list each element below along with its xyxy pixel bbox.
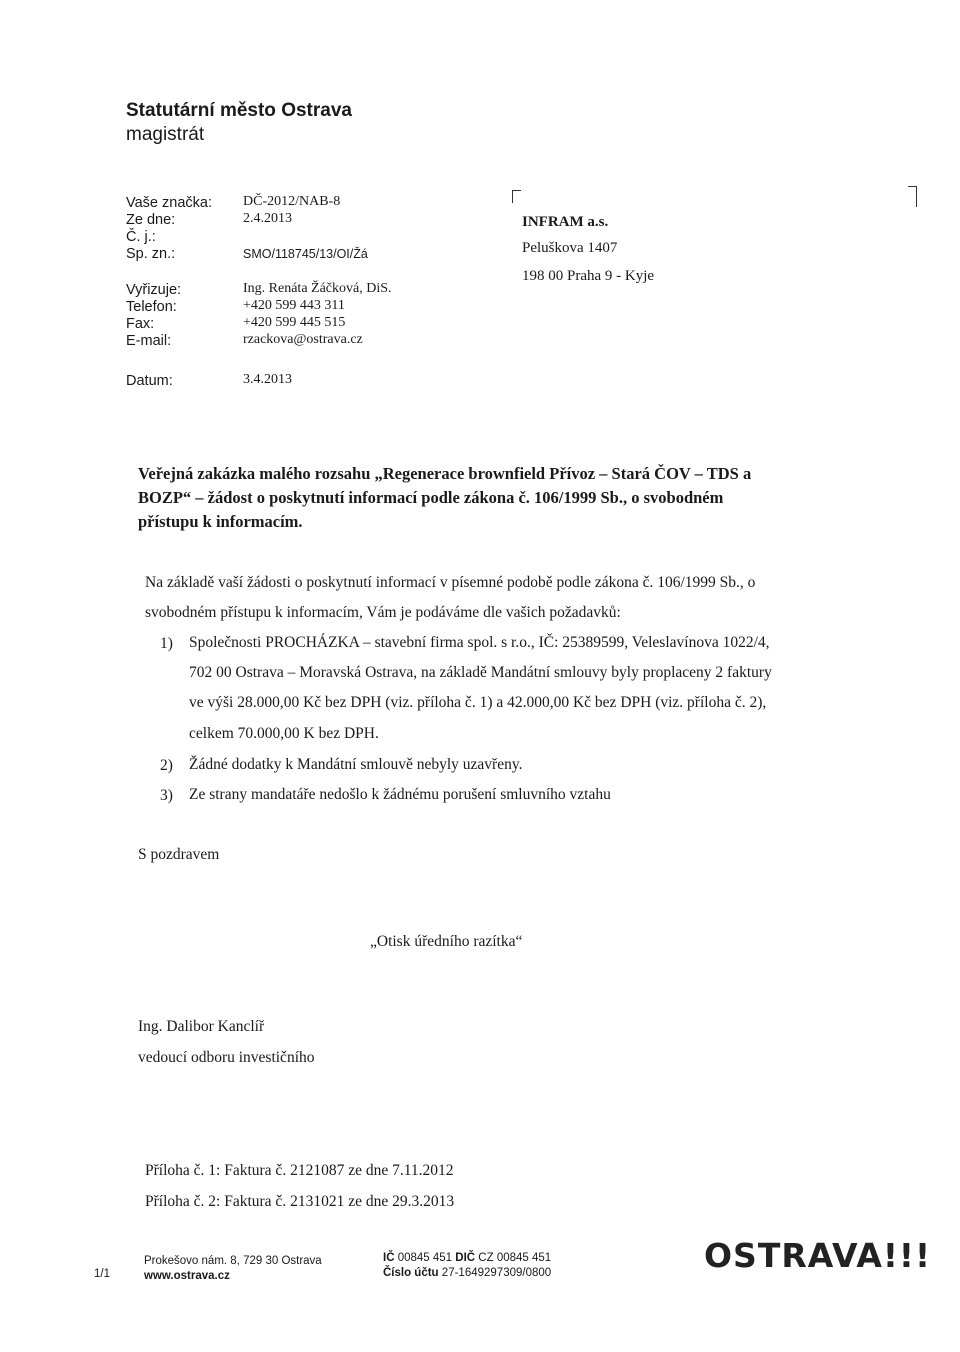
- item-1-number: 1): [160, 635, 173, 652]
- footer-web: www.ostrava.cz: [144, 1270, 230, 1282]
- intro-line-1: Na základě vaší žádosti o poskytnutí informací v písemné podobě podle zákona č. 106/1999 Sb., o: [145, 574, 756, 591]
- account-value: 27-1649297309/0800: [441, 1267, 552, 1279]
- footer-ic-dic: [383, 1252, 551, 1264]
- item-3-number: 3): [160, 787, 173, 804]
- item-2-number: 2): [160, 757, 173, 774]
- address-corner-left: [512, 190, 521, 203]
- account-label: Číslo účtu: [383, 1267, 439, 1279]
- email-value: rzackova@ostrava.cz: [243, 332, 363, 347]
- sp-zn-value: SMO/118745/13/OI/Žá: [243, 247, 368, 261]
- subject-line-3: přístupu k informacím.: [138, 512, 303, 531]
- ze-dne-value: 2.4.2013: [243, 211, 292, 226]
- vyrizuje-value: Ing. Renáta Žáčková, DiS.: [243, 281, 392, 296]
- datum-value: 3.4.2013: [243, 372, 292, 387]
- vase-znacka-value: DČ-2012/NAB-8: [243, 194, 341, 209]
- address-corner-right: [908, 186, 917, 207]
- dic-value: CZ 00845 451: [478, 1252, 552, 1264]
- cj-label: Č. j.:: [126, 229, 156, 245]
- vase-znacka-label: Vaše značka:: [126, 195, 212, 211]
- item-1-line-3: ve výši 28.000,00 Kč bez DPH (viz. příloha č. 1) a 42.000,00 Kč bez DPH (viz. příloha č. 2),: [189, 694, 767, 711]
- footer-address: Prokešovo nám. 8, 729 30 Ostrava: [144, 1255, 322, 1267]
- item-1-line-4: celkem 70.000,00 K bez DPH.: [189, 725, 379, 742]
- attachment-2: Příloha č. 2: Faktura č. 2131021 ze dne 29.3.2013: [145, 1193, 455, 1210]
- item-1-line-1: Společnosti PROCHÁZKA – stavební firma spol. s r.o., IČ: 25389599, Veleslavínova 1022/4,: [189, 634, 770, 651]
- footer-account: [383, 1267, 551, 1279]
- sp-zn-label: Sp. zn.:: [126, 246, 176, 262]
- email-label: E-mail:: [126, 333, 172, 349]
- item-3-line-1: Ze strany mandatáře nedošlo k žádnému porušení smluvního vztahu: [189, 786, 611, 803]
- subject-line-1: Veřejná zakázka malého rozsahu „Regenerace brownfield Přívoz – Stará ČOV – TDS a: [138, 464, 752, 483]
- dic-label: DIČ: [455, 1252, 476, 1264]
- item-1-line-2: 702 00 Ostrava – Moravská Ostrava, na základě Mandátní smlouvy byly proplaceny 2 faktury: [189, 664, 772, 681]
- signer-title: vedoucí odboru investičního: [138, 1049, 315, 1066]
- org-subtitle: magistrát: [126, 124, 205, 145]
- telefon-label: Telefon:: [126, 299, 177, 315]
- recipient-name: INFRAM a.s.: [522, 214, 609, 230]
- greeting: S pozdravem: [138, 846, 220, 863]
- subject-line-2: BOZP“ – žádost o poskytnutí informací podle zákona č. 106/1999 Sb., o svobodném: [138, 488, 724, 507]
- recipient-street: Peluškova 1407: [522, 240, 618, 256]
- signer-name: Ing. Dalibor Kanclíř: [138, 1018, 265, 1035]
- page-number: 1/1: [94, 1268, 110, 1280]
- datum-label: Datum:: [126, 373, 173, 389]
- item-2-line-1: Žádné dodatky k Mandátní smlouvě nebyly uzavřeny.: [189, 756, 523, 773]
- attachment-1: Příloha č. 1: Faktura č. 2121087 ze dne 7.11.2012: [145, 1162, 454, 1179]
- fax-label: Fax:: [126, 316, 155, 332]
- recipient-city: 198 00 Praha 9 - Kyje: [522, 268, 655, 284]
- ic-value: 00845 451: [397, 1252, 453, 1264]
- ostrava-logo: OSTRAVA!!!: [704, 1236, 932, 1275]
- org-name: Statutární město Ostrava: [126, 100, 352, 121]
- stamp-placeholder: „Otisk úředního razítka“: [370, 933, 523, 950]
- intro-line-2: svobodném přístupu k informacím, Vám je podáváme dle vašich požadavků:: [145, 604, 621, 621]
- vyrizuje-label: Vyřizuje:: [126, 282, 182, 298]
- ic-label: IČ: [383, 1252, 395, 1264]
- ze-dne-label: Ze dne:: [126, 212, 176, 228]
- telefon-value: +420 599 443 311: [243, 298, 345, 313]
- fax-value: +420 599 445 515: [243, 315, 346, 330]
